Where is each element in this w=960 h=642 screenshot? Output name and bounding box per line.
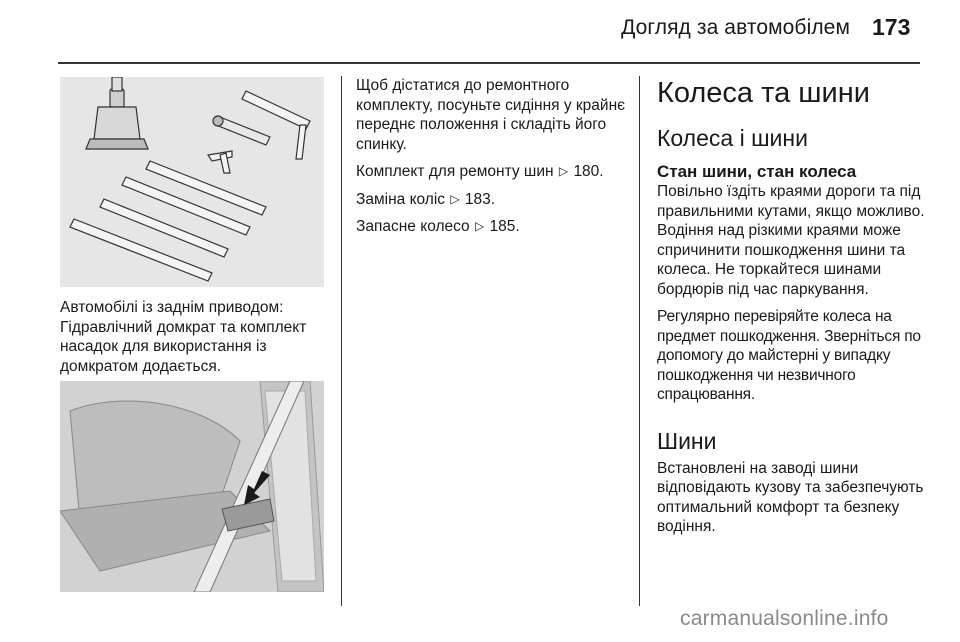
triangle-right-icon: ▷: [475, 219, 485, 233]
header-divider: [58, 62, 920, 64]
topic-heading: Стан шини, стан колеса: [657, 162, 857, 181]
triangle-right-icon: ▷: [450, 191, 460, 206]
page-header-title: Догляд за автомобілем: [621, 16, 850, 39]
paragraph-driving-edges: Повільно їздіть краями дороги та під правильними кутами, якщо можливо. Водіння над різкими краями може спричинити пошкодження шини та колеса. Не торкайтеся шинами бордюрів під час паркування.: [657, 183, 925, 298]
paragraph-factory-tires: Встановлені на заводі шини відповідають кузову та забезпечують оптимальний комфорт та безпеку водіння.: [657, 459, 924, 535]
jack-tool-kit-drawing: [60, 77, 324, 287]
seat-storage-drawing: [60, 381, 324, 592]
page-number: 173: [872, 14, 911, 40]
triangle-right-icon: ▷: [558, 164, 569, 178]
column-divider-left: [341, 76, 342, 606]
watermark: carmanualsonline.info: [680, 607, 889, 630]
xref-spare-wheel[interactable]: Запасне колесо ▷ 185.: [356, 218, 520, 235]
xref-tire-repair-kit[interactable]: Комплект для ремонту шин ▷ 180.: [356, 163, 604, 180]
jack-tool-kit-illustration: [60, 77, 324, 287]
tool-kit-caption: Автомобілі із заднім приводом: Гідравлічний домкрат та комплект насадок для використання із домкратом додається.: [60, 299, 307, 375]
middle-column: [356, 76, 628, 245]
access-instructions: Щоб дістатися до ремонтного комплекту, посуньте сидіння у крайнє переднє положення і складіть його спинку.: [356, 77, 626, 153]
column-divider-right: [639, 76, 640, 606]
right-column: [657, 76, 925, 545]
xref-wheel-changing[interactable]: Заміна коліс ▷ 183.: [356, 190, 496, 208]
seat-storage-illustration: [60, 381, 324, 592]
section-heading: Колеса та шини: [657, 77, 870, 109]
paragraph-check-wheels: Регулярно перевіряйте колеса на предмет пошкодження. Зверніться по допомогу до майстерні у випадку пошкодження чи незвичного спрацювання.: [657, 308, 921, 403]
tires-heading: Шини: [657, 427, 717, 454]
subsection-heading: Колеса і шини: [657, 125, 808, 151]
